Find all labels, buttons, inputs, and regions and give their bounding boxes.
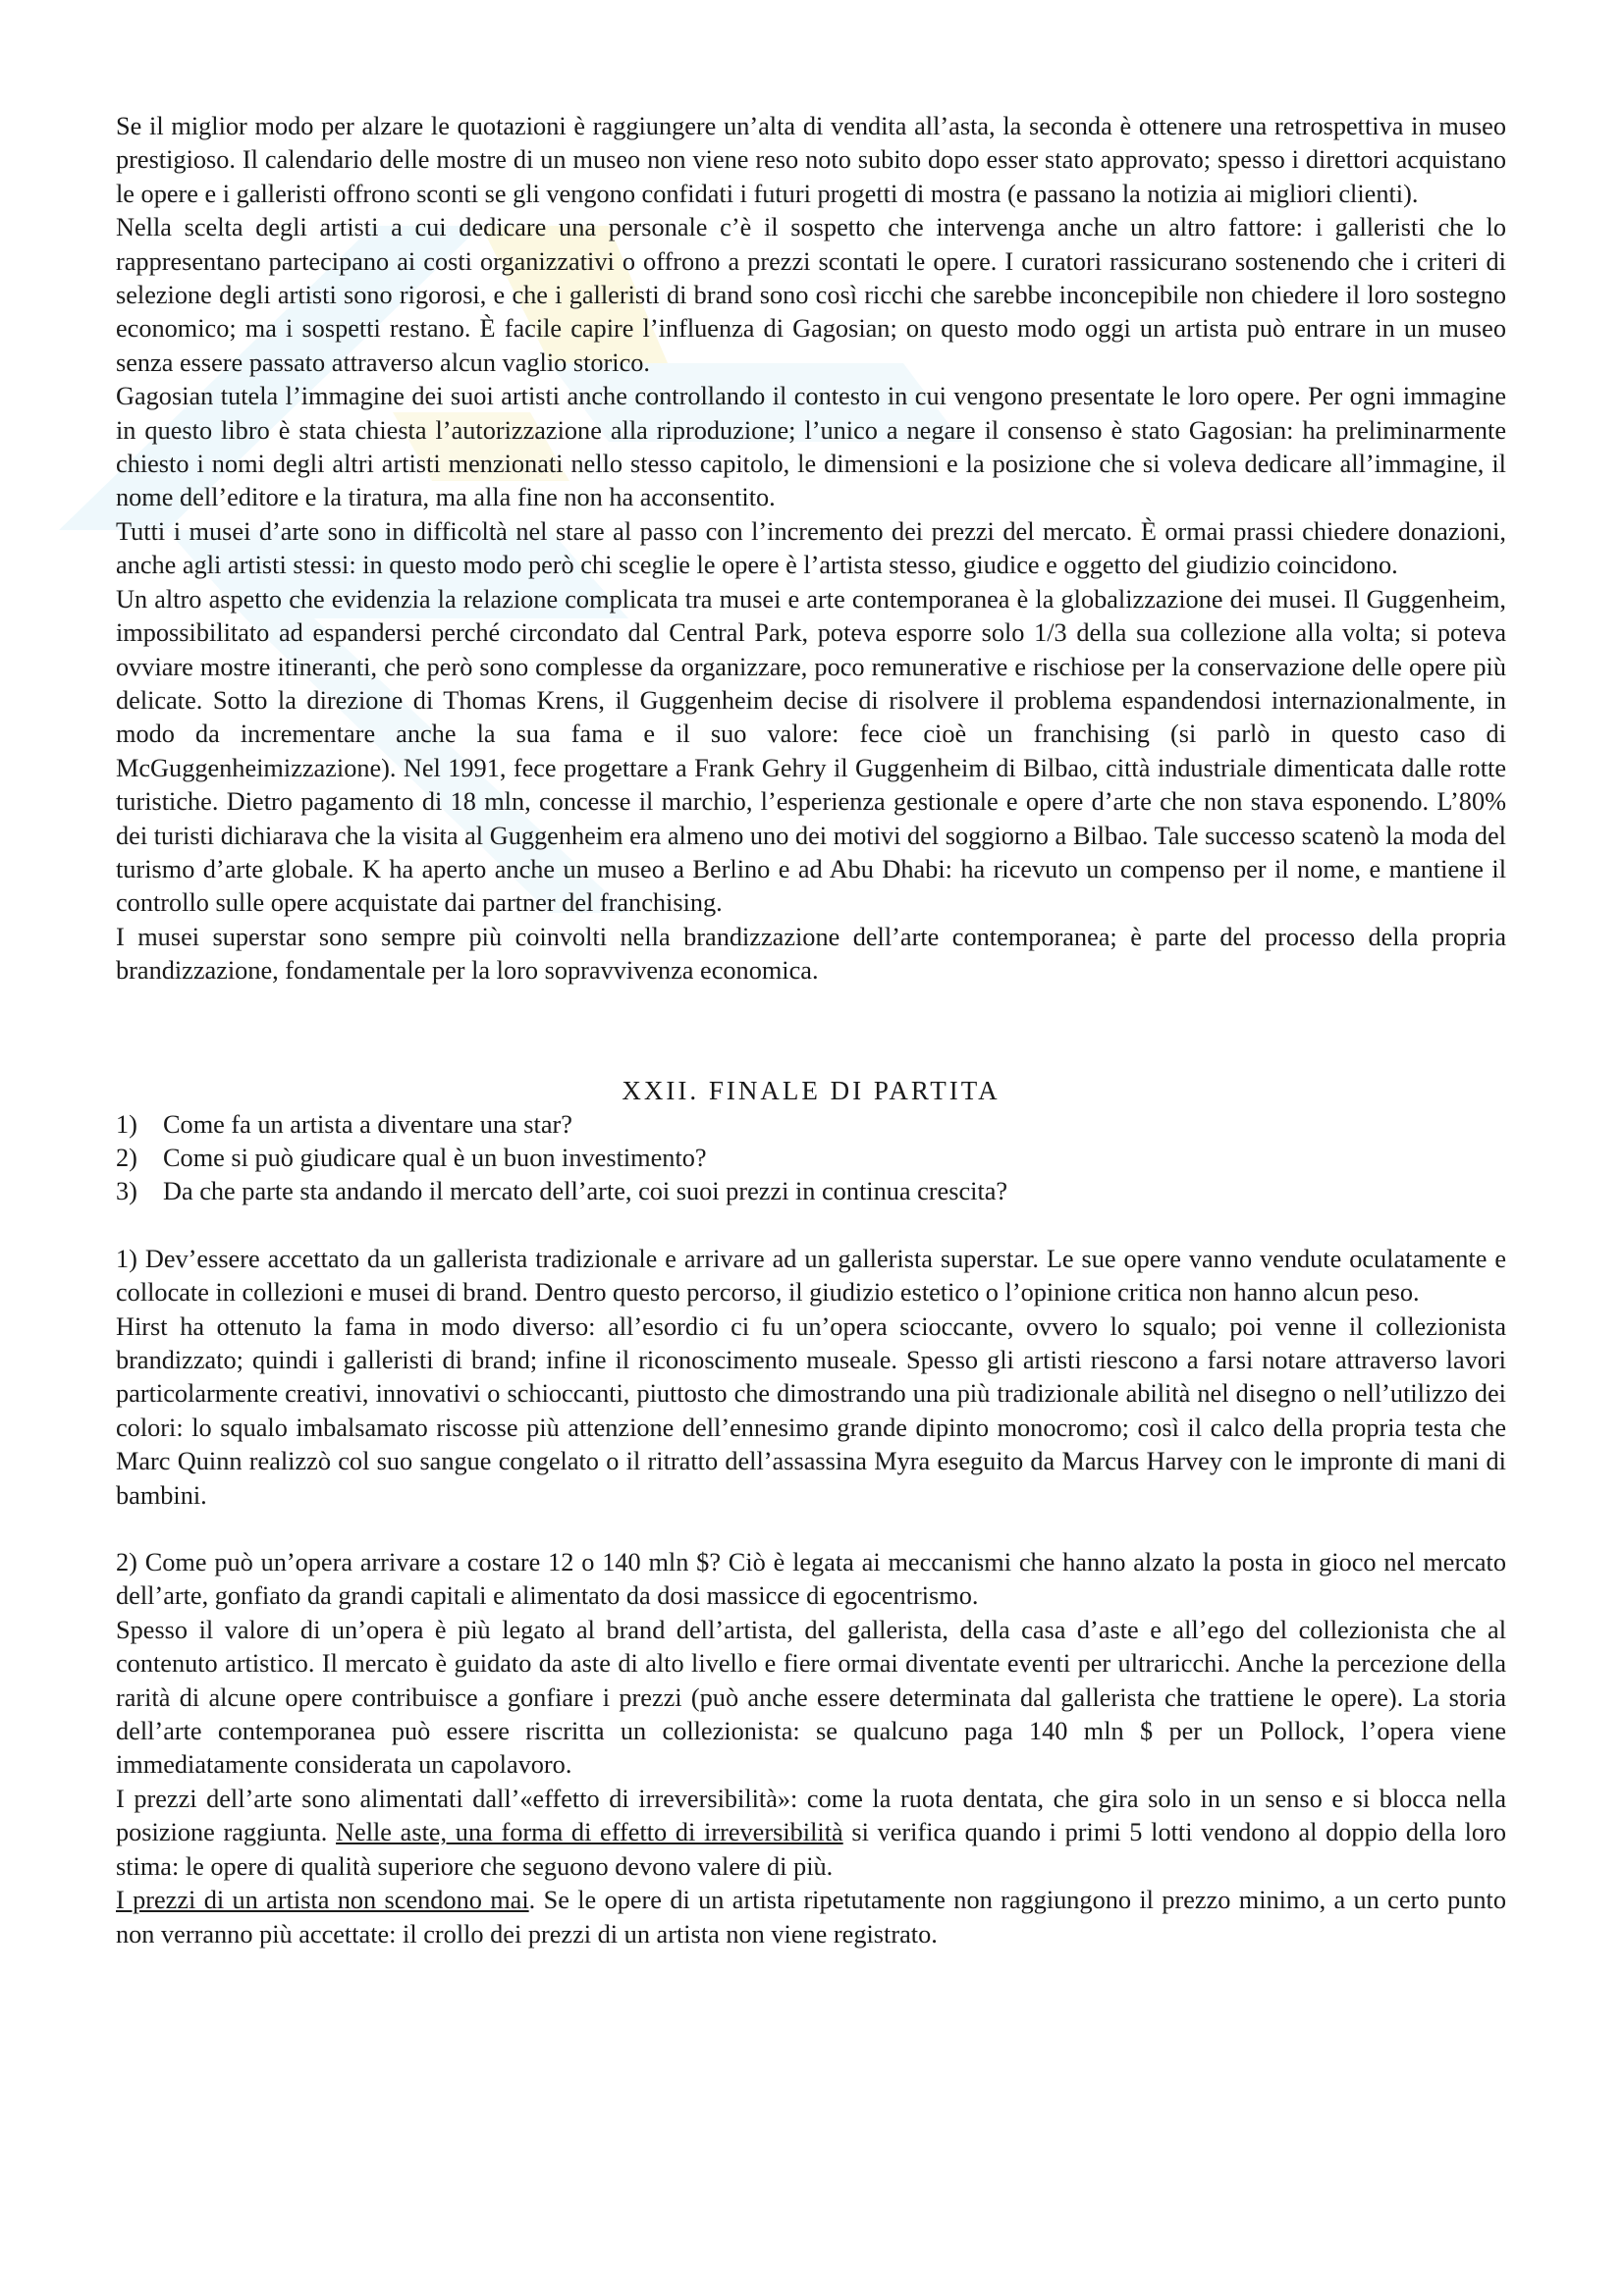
paragraph: Nella scelta degli artisti a cui dedicare una personale c’è il sospetto che intervenga anche un altro fattore: i galleristi che lo rappresentano partecipano ai costi organizzativi o offrono a prezzi scontati le opere. I curatori rassicurano sostenendo che i criteri di selezione degli artisti sono rigorosi, e che i galleristi di brand sono così ricchi che sarebbe inconcepibile non chiedere il loro sostegno economico; ma i sospetti restano. È facile capire l’influenza di Gagosian; on questo modo oggi un artista può entrare in un museo senza essere passato attraverso alcun vaglio storico. [116, 213, 1506, 377]
paragraph: 1) Dev’essere accettato da un gallerista tradizionale e arrivare ad un gallerista superstar. Le sue opere vanno vendute oculatamente e collocate in collezioni e musei di brand. Dentro questo percorso, il giudizio estetico o l’opinione critica non hanno alcun peso. [116, 1244, 1506, 1308]
list-text: Da che parte sta andando il mercato dell’arte, coi suoi prezzi in continua crescita? [163, 1177, 1008, 1206]
list-number: 1) [116, 1109, 137, 1139]
list-item [116, 1142, 1506, 1175]
text-run: si verifica quando i primi 5 lotti vendono al doppio della loro stima: le opere di qualità superiore che seguono devono valere di più. [116, 1818, 1506, 1881]
list-item [116, 1108, 1506, 1142]
section-title: XXII. FINALE DI PARTITA [622, 1075, 1001, 1105]
question-list [116, 1108, 1506, 1209]
text-run: I prezzi dell’arte sono alimentati dall’«effetto di irreversibilità»: come la ruota dentata, che gira solo in un senso e si blocca nella posizione raggiunta. [116, 1784, 1506, 1847]
underlined-text: Nelle aste, una forma di effetto di irreversibilità [336, 1818, 843, 1847]
document-body [116, 110, 1506, 1951]
paragraph [116, 1783, 1506, 1884]
list-number: 3) [116, 1177, 137, 1206]
paragraph: Tutti i musei d’arte sono in difficoltà nel stare al passo con l’incremento dei prezzi del mercato. È ormai prassi chiedere donazioni, anche agli artisti stessi: in questo modo però chi sceglie le opere è l’artista stesso, giudice e oggetto del giudizio coincidono. [116, 516, 1506, 580]
paragraph: Hirst ha ottenuto la fama in modo diverso: all’esordio ci fu un’opera scioccante, ovvero lo squalo; poi venne il collezionista brandizzato; quindi i galleristi di brand; infine il riconoscimento museale. Spesso gli artisti riescono a farsi notare attraverso lavori particolarmente creativi, innovativi o schioccanti, piuttosto che dimostrando una più tradizionale abilità nel disegno o nell’utilizzo dei colori: lo squalo imbalsamato riscosse più attenzione dell’ennesimo grande dipinto monocromo; così il calco della propria testa che Marc Quinn realizzò col suo sangue congelato o il ritratto dell’assassina Myra eseguito da Marcus Harvey con le impronte di mani di bambini. [116, 1311, 1506, 1510]
paragraph: Spesso il valore di un’opera è più legato al brand dell’artista, del gallerista, della casa d’aste e all’ego del collezionista che al contenuto artistico. Il mercato è guidato da aste di alto livello e fiere ormai diventate eventi per ultraricchi. Anche la percezione della rarità di alcune opere contribuisce a gonfiare i prezzi (può anche essere determinata dal gallerista che trattiene le opere). La storia dell’arte contemporanea può essere riscritta un collezionista: se qualcuno paga 140 mln $ per un Pollock, l’opera viene immediatamente considerata un capolavoro. [116, 1615, 1506, 1780]
paragraph: I musei superstar sono sempre più coinvolti nella brandizzazione dell’arte contemporanea; è parte del processo della propria brandizzazione, fondamentale per la loro sopravvivenza economica. [116, 922, 1506, 986]
list-text: Come si può giudicare qual è un buon investimento? [163, 1143, 707, 1172]
text-run: . Se le opere di un artista ripetutamente non raggiungono il prezzo minimo, a un certo punto non verranno più accettate: il crollo dei prezzi di un artista non viene registrato. [116, 1886, 1506, 1949]
paragraph [116, 1884, 1506, 1951]
paragraph: Gagosian tutela l’immagine dei suoi artisti anche controllando il contesto in cui vengono presentate le loro opere. Per ogni immagine in questo libro è stata chiesta l’autorizzazione alla riproduzione; l’unico a negare il consenso è stato Gagosian: ha preliminarmente chiesto i nomi degli altri artisti menzionati nello stesso capitolo, le dimensioni e la posizione che si voleva dedicare all’immagine, il nome dell’editore e la tiratura, ma alla fine non ha acconsentito. [116, 382, 1506, 512]
list-text: Come fa un artista a diventare una star? [163, 1109, 572, 1139]
list-number: 2) [116, 1143, 137, 1172]
underlined-text: I prezzi di un artista non scendono mai [116, 1886, 529, 1915]
list-item [116, 1175, 1506, 1208]
paragraph: Se il miglior modo per alzare le quotazioni è raggiungere un’alta di vendita all’asta, la seconda è ottenere una retrospettiva in museo prestigioso. Il calendario delle mostre di un museo non viene reso noto subito dopo esser stato approvato; spesso i direttori acquistano le opere e i galleristi offrono sconti se gli vengono confidati i futuri progetti di mostra (e passano la notizia ai migliori clienti). [116, 112, 1506, 208]
paragraph: 2) Come può un’opera arrivare a costare 12 o 140 mln $? Ciò è legata ai meccanismi che hanno alzato la posta in gioco nel mercato dell’arte, gonfiato da grandi capitali e alimentato da dosi massicce di egocentrismo. [116, 1548, 1506, 1611]
paragraph: Un altro aspetto che evidenzia la relazione complicata tra musei e arte contemporanea è la globalizzazione dei musei. Il Guggenheim, impossibilitato ad espandersi perché circondato dal Central Park, poteva esporre solo 1/3 della sua collezione alla volta; si poteva ovviare mostre itineranti, che però sono complesse da organizzare, poco remunerative e rischiose per la conservazione delle opere più delicate. Sotto la direzione di Thomas Krens, il Guggenheim decise di risolvere il problema espandendosi internazionalmente, in modo da incrementare anche la sua fama e il suo valore: fece cioè un franchising (si parlò in questo caso di McGuggenheimizzazione). Nel 1991, fece progettare a Frank Gehry il Guggenheim di Bilbao, città industriale dimenticata dalle rotte turistiche. Dietro pagamento di 18 mln, concesse il marchio, l’esperienza gestionale e opere d’arte che non stava esponendo. L’80% dei turisti dichiarava che la visita al Guggenheim era almeno uno dei motivi del soggiorno a Bilbao. Tale successo scatenò la moda del turismo d’arte globale. K ha aperto anche un museo a Berlino e ad Abu Dhabi: ha ricevuto un compenso per il nome, e mantiene il controllo sulle opere acquistate dai partner del franchising. [116, 584, 1506, 918]
